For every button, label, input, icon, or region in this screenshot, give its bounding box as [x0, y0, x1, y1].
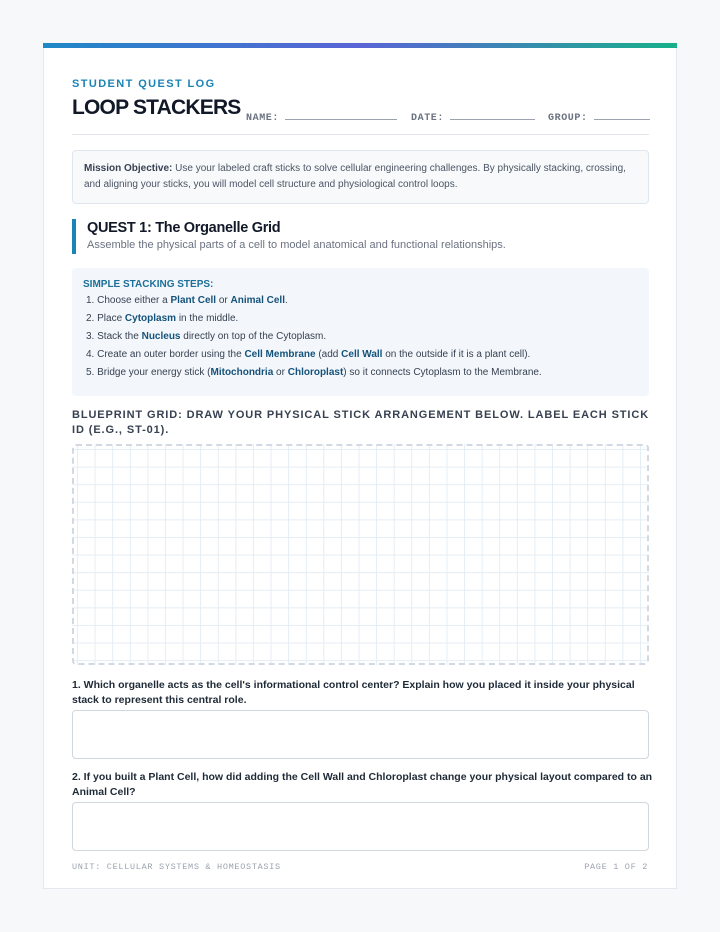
step-keyword: Nucleus [141, 331, 181, 342]
step-item [83, 328, 638, 346]
header-divider [72, 134, 649, 135]
step-text: or [273, 367, 288, 378]
gradient-top-bar [43, 43, 677, 48]
group-label: GROUP: [548, 113, 588, 124]
worksheet-page [43, 43, 677, 889]
step-text: 2. Place [86, 313, 125, 324]
step-text: 4. Create an outer border using the [86, 349, 245, 360]
footer-page-number: PAGE 1 OF 2 [584, 862, 648, 872]
date-label: DATE: [411, 113, 445, 124]
quest-subtitle: Assemble the physical parts of a cell to model anatomical and functional relationships. [87, 239, 506, 251]
page-title: LOOP STACKERS [72, 96, 241, 119]
step-keyword: Cell Wall [341, 349, 383, 360]
group-line [594, 110, 650, 120]
step-item [83, 346, 638, 364]
objective-text: Use your labeled craft sticks to solve cellular engineering challenges. By physically stacking, crossing, and aligning your sticks, you will model cell structure and physiological control loops. [84, 163, 626, 190]
name-line [285, 110, 397, 120]
step-keyword: Mitochondria [210, 367, 274, 378]
step-keyword: Chloroplast [287, 367, 344, 378]
eyebrow-label: STUDENT QUEST LOG [72, 78, 216, 90]
step-text: ) so it connects Cytoplasm to the Membrane. [343, 367, 542, 378]
step-text: 1. Choose either a [86, 295, 171, 306]
step-item [83, 310, 638, 328]
question-2: 2. If you built a Plant Cell, how did adding the Cell Wall and Chloroplast change your physical layout compared to an Animal Cell? [72, 771, 653, 798]
blueprint-grid[interactable] [72, 444, 649, 665]
name-field[interactable] [246, 110, 397, 124]
step-text: or [216, 295, 231, 306]
footer-unit: UNIT: CELLULAR SYSTEMS & HOMEOSTASIS [72, 862, 281, 872]
question-1: 1. Which organelle acts as the cell's informational control center? Explain how you placed it inside your physical stack to represent this central role. [72, 679, 635, 706]
objective-label: Mission Objective: [84, 163, 173, 174]
date-line [450, 110, 535, 120]
group-field[interactable] [548, 110, 650, 124]
step-text: 3. Stack the [86, 331, 142, 342]
step-text: in the middle. [176, 313, 239, 324]
step-text: directly on top of the Cytoplasm. [180, 331, 327, 342]
step-keyword: Cell Membrane [244, 349, 316, 360]
blueprint-label: BLUEPRINT GRID: DRAW YOUR PHYSICAL STICK ARRANGEMENT BELOW. LABEL EACH STICK ID (E.G., ST-01). [72, 409, 650, 436]
steps-heading: SIMPLE STACKING STEPS: [83, 279, 214, 290]
step-text: 5. Bridge your energy stick ( [86, 367, 211, 378]
step-item [83, 364, 638, 382]
step-keyword: Animal Cell [230, 295, 285, 306]
quest-header [72, 219, 649, 254]
quest-title: QUEST 1: The Organelle Grid [87, 220, 281, 236]
name-label: NAME: [246, 113, 280, 124]
date-field[interactable] [411, 110, 535, 124]
step-item [83, 292, 638, 310]
answer-box-1[interactable] [72, 710, 649, 759]
step-keyword: Plant Cell [170, 295, 217, 306]
step-text: . [285, 295, 288, 306]
stacking-steps-box [72, 268, 649, 396]
step-text: (add [315, 349, 342, 360]
step-keyword: Cytoplasm [124, 313, 177, 324]
answer-box-2[interactable] [72, 802, 649, 851]
mission-objective-box [72, 150, 649, 204]
step-text: on the outside if it is a plant cell). [382, 349, 531, 360]
